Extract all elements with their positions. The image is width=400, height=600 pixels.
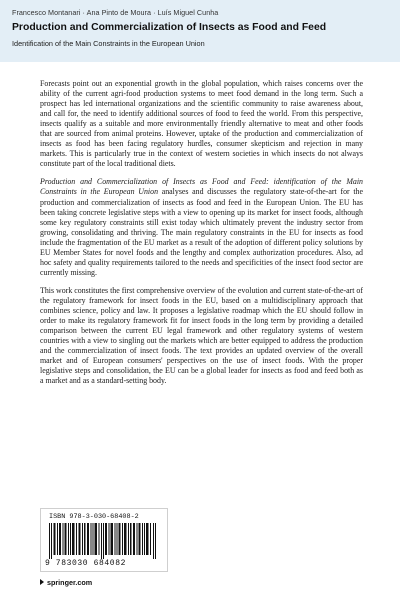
authors-line: Francesco Montanari · Ana Pinto de Moura · Luís Miguel Cunha bbox=[12, 8, 219, 17]
arrow-icon bbox=[40, 579, 44, 585]
isbn-barcode-box bbox=[40, 508, 168, 572]
blurb-paragraph-2-text: analyses and discusses the regulatory state-of-the-art for the production and commercialization of insects as food and feed in the European Union. The EU has been taking concrete legislative steps with a view to opening up its market for insect foods, although some key regulatory constraints still exist today which ultimately prevent the industry sector from growing, consolidating and thriving. The main regulatory constraints in the EU for insects as food include the fragmentation of the EU market as a result of the adoption of different policy solutions by EU Member States for novel foods and the lengthy and complex authorization procedures. Also, ad hoc safety and quality requirements tailored to the needs and specificities of the insect food sector are currently missing. bbox=[40, 187, 363, 277]
book-title: Production and Commercialization of Insects as Food and Feed bbox=[12, 22, 327, 33]
blurb-text bbox=[40, 79, 363, 394]
publisher-url[interactable] bbox=[40, 578, 92, 587]
blurb-paragraph-1: Forecasts point out an exponential growth in the global population, which raises concerns over the ability of the current agri-food production systems to meet food demand in the long term. Such a prospect has led international organizations and the scientific community to raise awareness about, and call for, the need to identify additional sources of food to feed the world. From this perspective, insects qualify as a suitable and more environmentally friendly alternative to meat and other foods that are sourced from animal proteins. However, uptake of the production and commercialization of insects as food has been facing regulatory hurdles, consumer skepticism and rejection in many markets. This is particularly true in the context of western societies in which insects do not always constitute part of the local traditional diets. bbox=[40, 79, 363, 169]
book-title-reference: Production and Commercialization of Insects as Food and Feed: identification of the Main Constraints in the European Union bbox=[40, 177, 363, 197]
book-subtitle: Identification of the Main Constraints in the European Union bbox=[12, 39, 205, 48]
publisher-url-text[interactable]: springer.com bbox=[47, 578, 93, 587]
blurb-paragraph-3: This work constitutes the first comprehensive overview of the evolution and current state-of-the-art of the regulatory framework for insect foods in the EU, based on a multidisciplinary approach that combines science, policy and law. It proposes a legislative roadmap which the EU should follow in order to make its regulatory framework fit for insect foods in the long term by providing a detailed comparison between the current EU legal framework and other regulatory systems of western countries with a view to singling out the markets which are better equipped to address the production and the commercialization of insect foods. The text provides an updated overview of the overall market and of European consumers' perspectives on the use of insect foods. With the proper legislative steps and consolidation, the EU can be a global leader for insects as food and feed both as a market and as a standard-setting body. bbox=[40, 285, 363, 386]
blurb-paragraph-2 bbox=[40, 177, 363, 277]
barcode-icon bbox=[49, 523, 159, 559]
isbn-label: ISBN 978-3-030-68408-2 bbox=[49, 513, 139, 521]
barcode-digits: 9 783030 684082 bbox=[45, 559, 127, 568]
